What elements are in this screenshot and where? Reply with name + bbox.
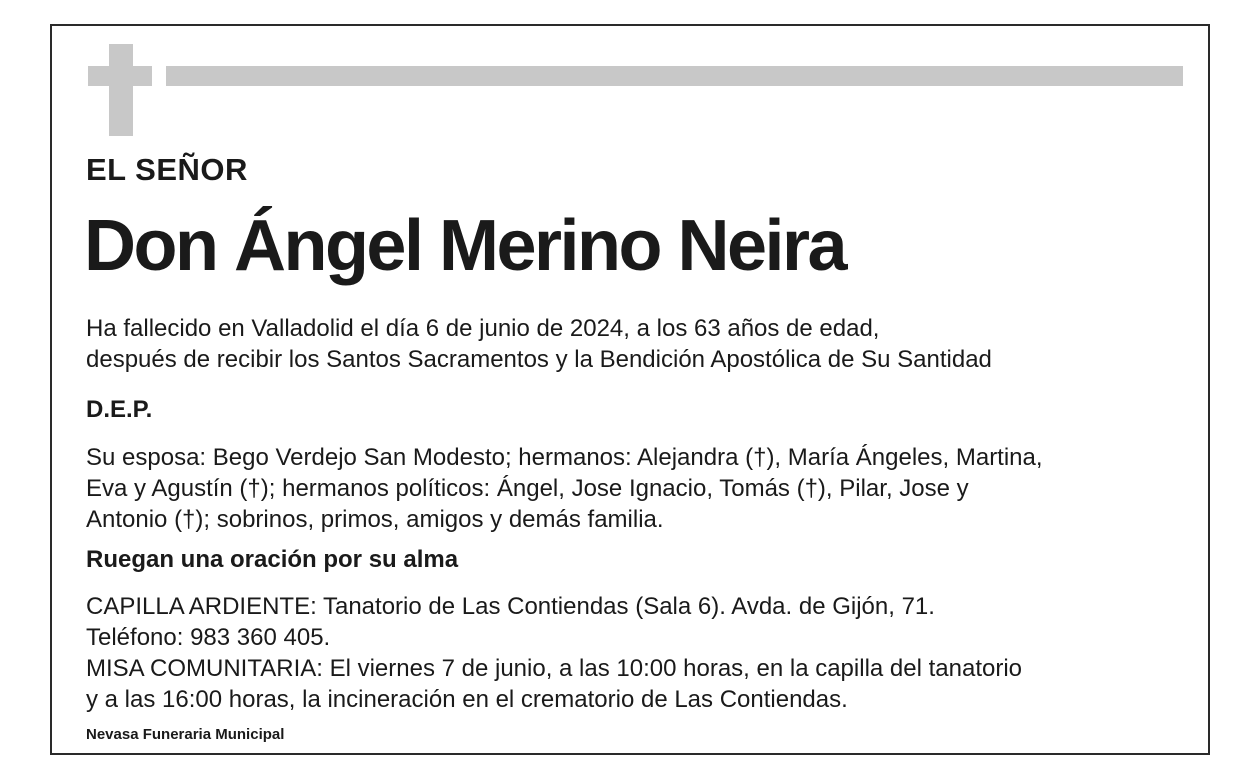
prayer-request: Ruegan una oración por su alma (86, 546, 459, 573)
details-line: Teléfono: 983 360 405. (86, 624, 331, 651)
header-rule (166, 66, 1183, 86)
honorific: EL SEÑOR (86, 152, 248, 187)
deceased-name: Don Ángel Merino Neira (84, 206, 846, 286)
details-line: MISA COMUNITARIA: El viernes 7 de junio, a las 10:00 horas, en la capilla del tanatorio (86, 655, 1023, 682)
family-line: Su esposa: Bego Verdejo San Modesto; hermanos: Alejandra (†), María Ángeles, Martina, (86, 444, 1043, 471)
dep-label: D.E.P. (86, 396, 153, 423)
cross-vertical-bar (109, 44, 133, 136)
cross-horizontal-bar (88, 66, 152, 86)
family-line: Eva y Agustín (†); hermanos políticos: Ángel, Jose Ignacio, Tomás (†), Pilar, Jose y (86, 475, 969, 502)
funeral-home: Nevasa Funeraria Municipal (86, 726, 285, 743)
death-notice (86, 313, 992, 375)
service-details (86, 591, 1022, 715)
death-notice-line: después de recibir los Santos Sacramentos y la Bendición Apostólica de Su Santidad (86, 346, 992, 373)
details-line: y a las 16:00 horas, la incineración en el crematorio de Las Contiendas. (86, 686, 848, 713)
family-line: Antonio (†); sobrinos, primos, amigos y demás familia. (86, 506, 664, 533)
family-list (86, 442, 1043, 535)
details-line: CAPILLA ARDIENTE: Tanatorio de Las Contiendas (Sala 6). Avda. de Gijón, 71. (86, 593, 935, 620)
death-notice-line: Ha fallecido en Valladolid el día 6 de junio de 2024, a los 63 años de edad, (86, 315, 880, 342)
